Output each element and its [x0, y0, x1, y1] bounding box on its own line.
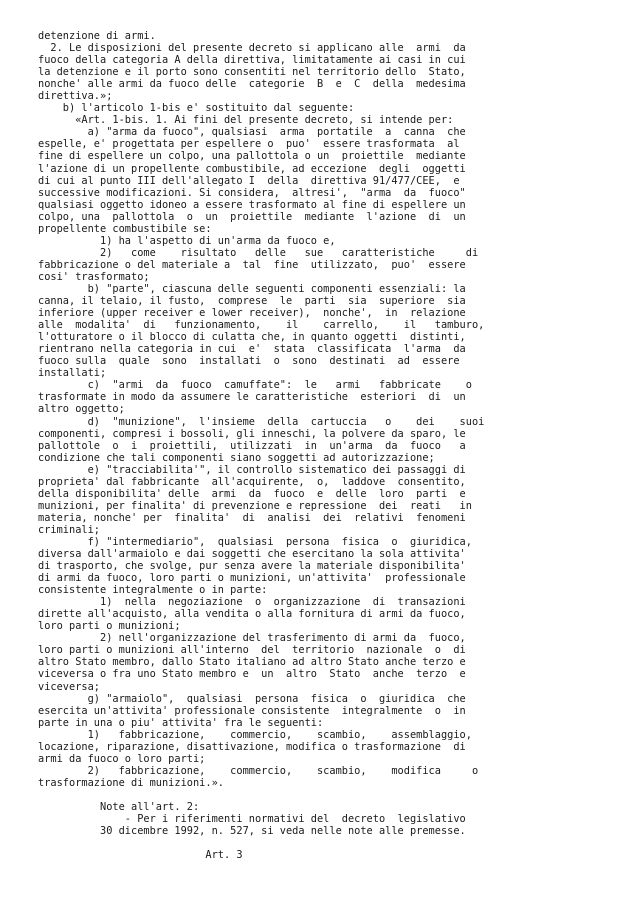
text-line: fine di espellere un colpo, una pallottola o un proiettile mediante	[38, 150, 466, 163]
text-line: di cui al punto III dell'allegato I della direttiva 91/477/CEE, e	[38, 174, 460, 187]
text-line: f) "intermediario", qualsiasi persona fisica o giuridica,	[38, 535, 472, 548]
text-line	[38, 789, 618, 801]
text-line: - Per i riferimenti normativi del decreto legislativo	[38, 813, 466, 826]
text-line: trasformazione di munizioni.».	[38, 776, 224, 789]
text-line: viceversa;	[38, 680, 100, 693]
text-line: loro parti o munizioni;	[38, 620, 181, 633]
text-line: 2) fabbricazione, commercio, scambio, modifica o	[38, 764, 479, 777]
text-line: esercita un'attivita' professionale consistente integralmente o in	[38, 704, 466, 717]
text-line: qualsiasi oggetto idoneo a essere trasformato al fine di espellere un	[38, 198, 466, 211]
text-line: diversa dall'armaiolo e dai soggetti che esercitano la sola attivita'	[38, 548, 466, 561]
text-line: parte in una o piu' attivita' fra le seguenti:	[38, 716, 324, 729]
text-line: la detenzione e il porto sono consentiti nel territorio dello Stato,	[38, 66, 466, 79]
text-line: 2) nell'organizzazione del trasferimento di armi da fuoco,	[38, 632, 466, 645]
text-line: 2) come risultato delle sue caratteristiche di	[38, 246, 479, 259]
text-line: inferiore (upper receiver e lower receiver), nonche', in relazione	[38, 307, 466, 320]
text-line: Note all'art. 2:	[38, 801, 200, 813]
text-line: della disponibilita' delle armi da fuoco e delle loro parti e	[38, 487, 466, 500]
text-line: altro oggetto;	[38, 403, 125, 416]
text-line: espelle, e' progettata per espellere o puo' essere trasformata al	[38, 138, 460, 151]
text-line: armi da fuoco o loro parti;	[38, 752, 206, 765]
text-line: fuoco sulla quale sono installati o sono destinati ad essere	[38, 355, 460, 368]
text-line: alle modalita' di funzionamento, il carrello, il tamburo,	[38, 319, 485, 332]
text-line: g) "armaiolo", qualsiasi persona fisica o giuridica che	[38, 692, 466, 705]
text-line: l'otturatore o il blocco di culatta che, in quanto oggetti distinti,	[38, 331, 466, 344]
text-line: pallottole o i proiettili, utilizzati in un'arma da fuoco a	[38, 439, 466, 452]
text-line: trasformate in modo da assumere le caratteristiche esteriori di un	[38, 391, 466, 404]
text-line: munizioni, per finalita' di prevenzione e repressione dei reati in	[38, 499, 472, 512]
document-body	[38, 30, 618, 861]
text-line: e) "tracciabilita'", il controllo sistematico dei passaggi di	[38, 463, 466, 476]
text-line: propellente combustibile se:	[38, 222, 212, 235]
text-line: canna, il telaio, il fusto, comprese le parti sia superiore sia	[38, 295, 466, 308]
text-line: di trasporto, che svolge, pur senza avere la materiale disponibilita'	[38, 560, 466, 573]
text-line: installati;	[38, 367, 107, 380]
text-line: componenti, compresi i bossoli, gli inneschi, la polvere da sparo, le	[38, 427, 466, 440]
text-line: direttiva.»;	[38, 90, 113, 103]
text-line: cosi' trasformato;	[38, 270, 150, 283]
text-line: 30 dicembre 1992, n. 527, si veda nelle note alle premesse.	[38, 825, 466, 838]
text-line: materia, nonche' per finalita' di analisi dei relativi fenomeni	[38, 511, 466, 524]
text-line: d) "munizione", l'insieme della cartuccia o dei suoi	[38, 415, 485, 428]
text-line: proprieta' dal fabbricante all'acquirente, o, laddove consentito,	[38, 475, 466, 488]
text-line: Art. 3	[38, 849, 243, 862]
text-line: altro Stato membro, dallo Stato italiano ad altro Stato anche terzo e	[38, 656, 466, 669]
text-line: dirette all'acquisto, alla vendita o alla fornitura di armi da fuoco,	[38, 608, 466, 621]
text-line: rientrano nella categoria in cui e' stata classificata l'arma da	[38, 343, 466, 356]
text-line: di armi da fuoco, loro parti o munizioni, un'attivita' professionale	[38, 572, 466, 585]
text-line: 2. Le disposizioni del presente decreto si applicano alle armi da	[38, 42, 466, 55]
text-line: detenzione di armi.	[38, 30, 156, 42]
text-line: 1) ha l'aspetto di un'arma da fuoco e,	[38, 234, 336, 247]
text-line: 1) nella negoziazione o organizzazione di transazioni	[38, 596, 466, 609]
text-line: condizione che tali componenti siano soggetti ad autorizzazione;	[38, 451, 435, 464]
text-line: fuoco della categoria A della direttiva, limitatamente ai casi in cui	[38, 54, 466, 67]
text-line: «Art. 1-bis. 1. Ai fini del presente decreto, si intende per:	[38, 114, 454, 127]
text-line: locazione, riparazione, disattivazione, modifica o trasformazione di	[38, 740, 466, 753]
text-line: b) l'articolo 1-bis e' sostituito dal seguente:	[38, 102, 355, 115]
text-line: a) "arma da fuoco", qualsiasi arma portatile a canna che	[38, 126, 466, 139]
text-line: nonche' alle armi da fuoco delle categorie B e C della medesima	[38, 78, 466, 91]
text-line: b) "parte", ciascuna delle seguenti componenti essenziali: la	[38, 282, 466, 295]
text-line: fabbricazione o del materiale a tal fine utilizzato, puo' essere	[38, 258, 466, 271]
text-line: 1) fabbricazione, commercio, scambio, assemblaggio,	[38, 728, 472, 741]
text-line: loro parti o munizioni all'interno del territorio nazionale o di	[38, 644, 466, 657]
text-line: criminali;	[38, 523, 100, 536]
text-line: consistente integralmente o in parte:	[38, 584, 268, 597]
text-line: viceversa o fra uno Stato membro e un altro Stato anche terzo e	[38, 668, 466, 681]
text-line: successive modificazioni. Si considera, altresi', "arma da fuoco"	[38, 186, 466, 199]
text-line	[38, 837, 618, 849]
text-line: colpo, una pallottola o un proiettile mediante l'azione di un	[38, 210, 466, 223]
text-line: l'azione di un propellente combustibile, ad eccezione degli oggetti	[38, 162, 466, 175]
text-line: c) "armi da fuoco camuffate": le armi fabbricate o	[38, 379, 472, 392]
